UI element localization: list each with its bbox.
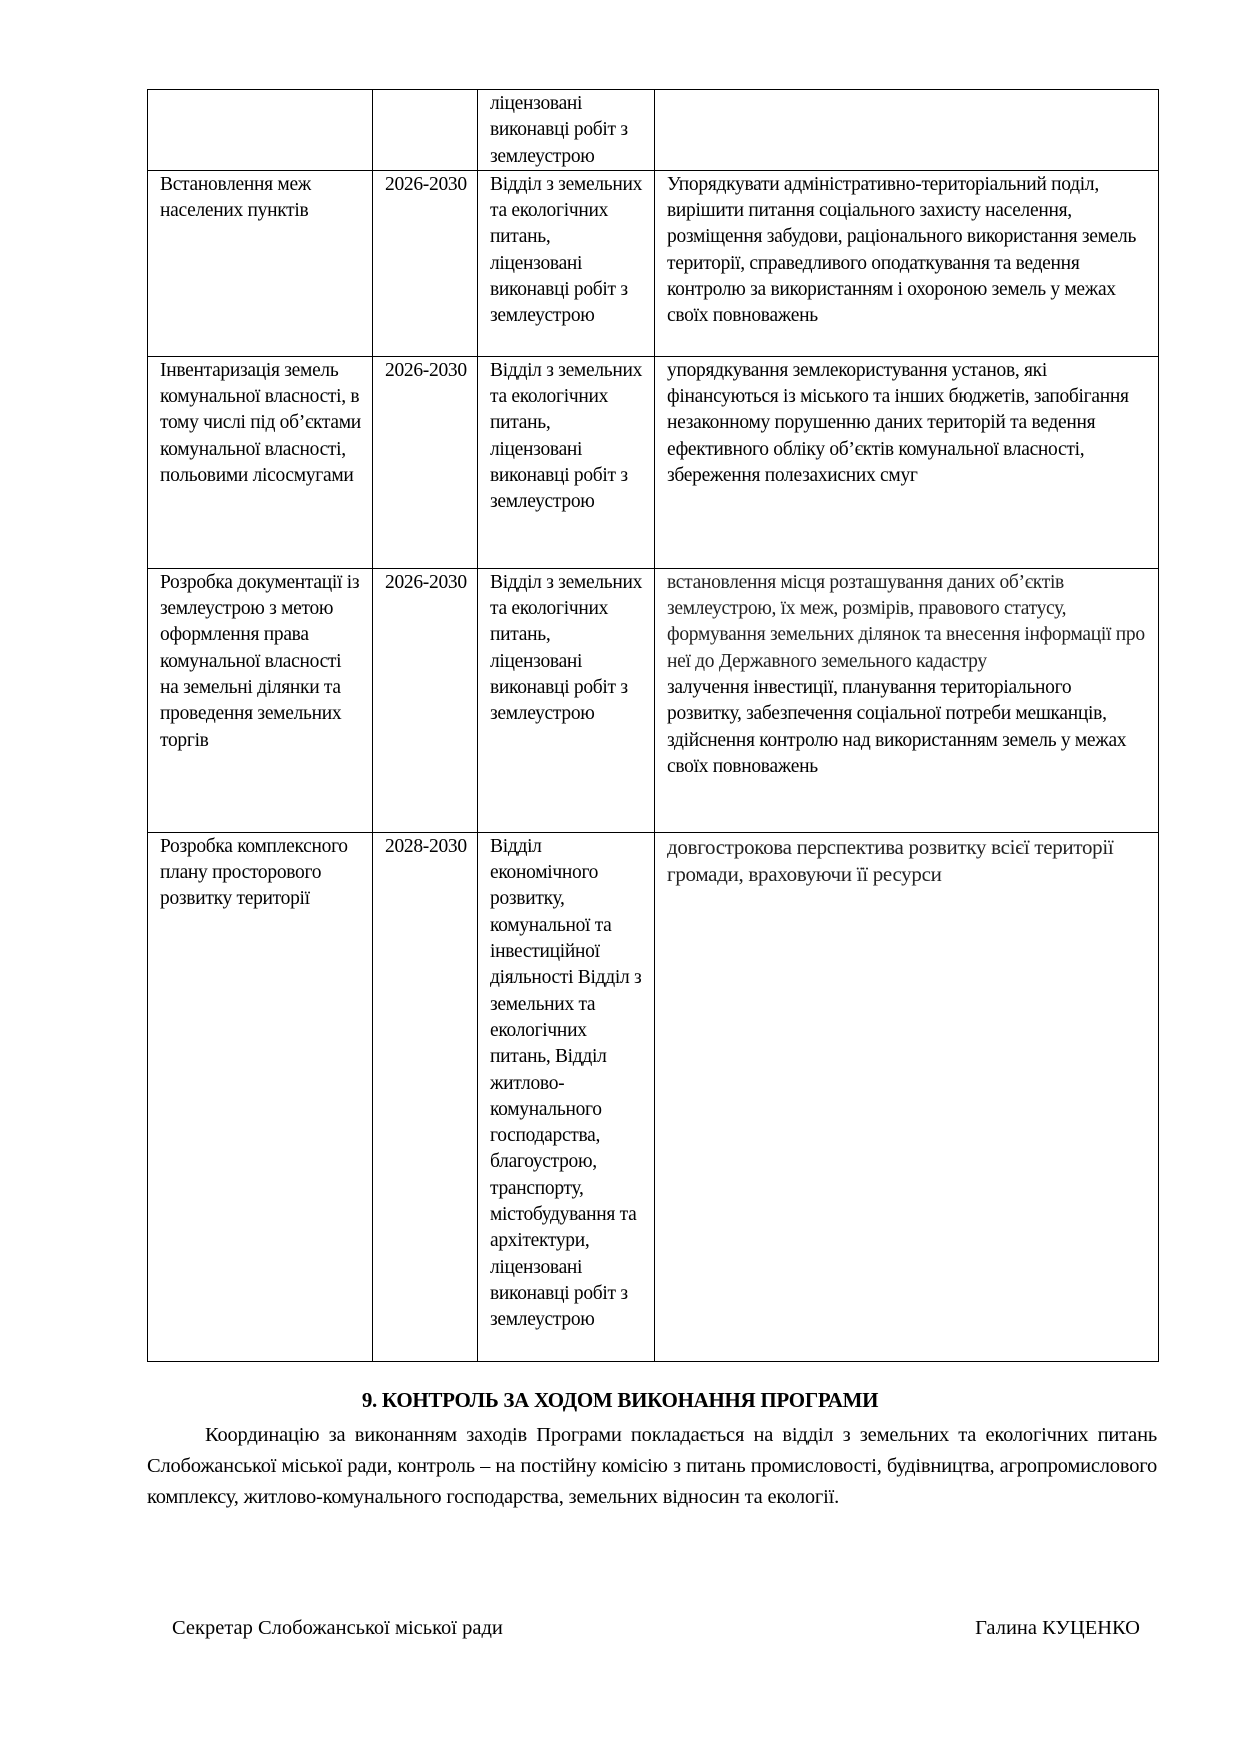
result-cell	[655, 90, 1159, 171]
term-cell: 2028-2030	[373, 832, 478, 1361]
measures-table	[147, 89, 1159, 1362]
executor-cell: Відділ економічного розвитку, комунальної та інвестиційної діяльності Відділ з земельних та екологічних питань, Відділ житлово-комунального господарства, благоустрою, транспорту, містобудування та архітектури, ліцензовані виконавці робіт з землеустрою	[478, 832, 655, 1361]
result-cell	[655, 568, 1159, 832]
result-text-b: залучення інвестиції, планування територіального розвитку, забезпечення соціальної потреби мешканців, здійснення контролю над використанням земель у межах своїх повноважень	[667, 677, 1127, 777]
result-cell: довгострокова перспектива розвитку всієї території громади, враховуючи її ресурси	[655, 832, 1159, 1361]
term-cell: 2026-2030	[373, 170, 478, 356]
executor-cell: Відділ з земельних та екологічних питань, ліцензовані виконавці робіт з землеустрою	[478, 356, 655, 568]
result-cell: упорядкування землекористування установ, які фінансуються із міського та інших бюджетів, запобігання незаконному порушенню даних територій та ведення ефективного обліку об’єктів комунальної власності, збереження полезахисних смуг	[655, 356, 1159, 568]
measure-cell: Встановлення меж населених пунктів	[148, 170, 373, 356]
section-paragraph: Координацію за виконанням заходів Програми покладається на відділ з земельних та екологічних питань Слобожанської міської ради, контроль – на постійну комісію з питань промисловості, будівництва, агропромислового комплексу, житлово-комунального господарства, земельних відносин та екології.	[147, 1424, 1157, 1508]
executor-cell: Відділ з земельних та екологічних питань, ліцензовані виконавці робіт з землеустрою	[478, 170, 655, 356]
measure-cell: Розробка комплексного плану просторового розвитку території	[148, 832, 373, 1361]
measure-cell: Інвентаризація земель комунальної власності, в тому числі під об’єктами комунальної власності, польовими лісосмугами	[148, 356, 373, 568]
table-row	[148, 90, 1159, 171]
table-row	[148, 568, 1159, 832]
term-cell: 2026-2030	[373, 568, 478, 832]
result-text-a: встановлення місця розташування даних об’єктів землеустрою, їх меж, розмірів, правового статусу, формування земельних ділянок та внесення інформації про неї до Державного земельного кадастру	[667, 571, 1145, 672]
result-cell: Упорядкувати адміністративно-територіальний поділ, вирішити питання соціального захисту населення, розміщення забудови, раціонального використання земель території, справедливого оподаткування та ведення контролю за використанням і охороною земель у межах своїх повноважень	[655, 170, 1159, 356]
executor-cell: ліцензовані виконавці робіт з землеустрою	[478, 90, 655, 171]
executor-cell: Відділ з земельних та екологічних питань, ліцензовані виконавці робіт з землеустрою	[478, 568, 655, 832]
term-cell	[373, 90, 478, 171]
section-heading: 9. КОНТРОЛЬ ЗА ХОДОМ ВИКОНАННЯ ПРОГРАМИ	[361, 1388, 879, 1412]
signature-name: Галина КУЦЕНКО	[975, 1617, 1140, 1639]
measure-cell: Розробка документації із землеустрою з метою оформлення права комунальної власності на земельні ділянки та проведення земельних торгів	[148, 568, 373, 832]
measure-cell	[148, 90, 373, 171]
signature-position: Секретар Слобожанської міської ради	[172, 1617, 503, 1639]
table-row	[148, 356, 1159, 568]
term-cell: 2026-2030	[373, 356, 478, 568]
table-row	[148, 170, 1159, 356]
table-row	[148, 832, 1159, 1361]
